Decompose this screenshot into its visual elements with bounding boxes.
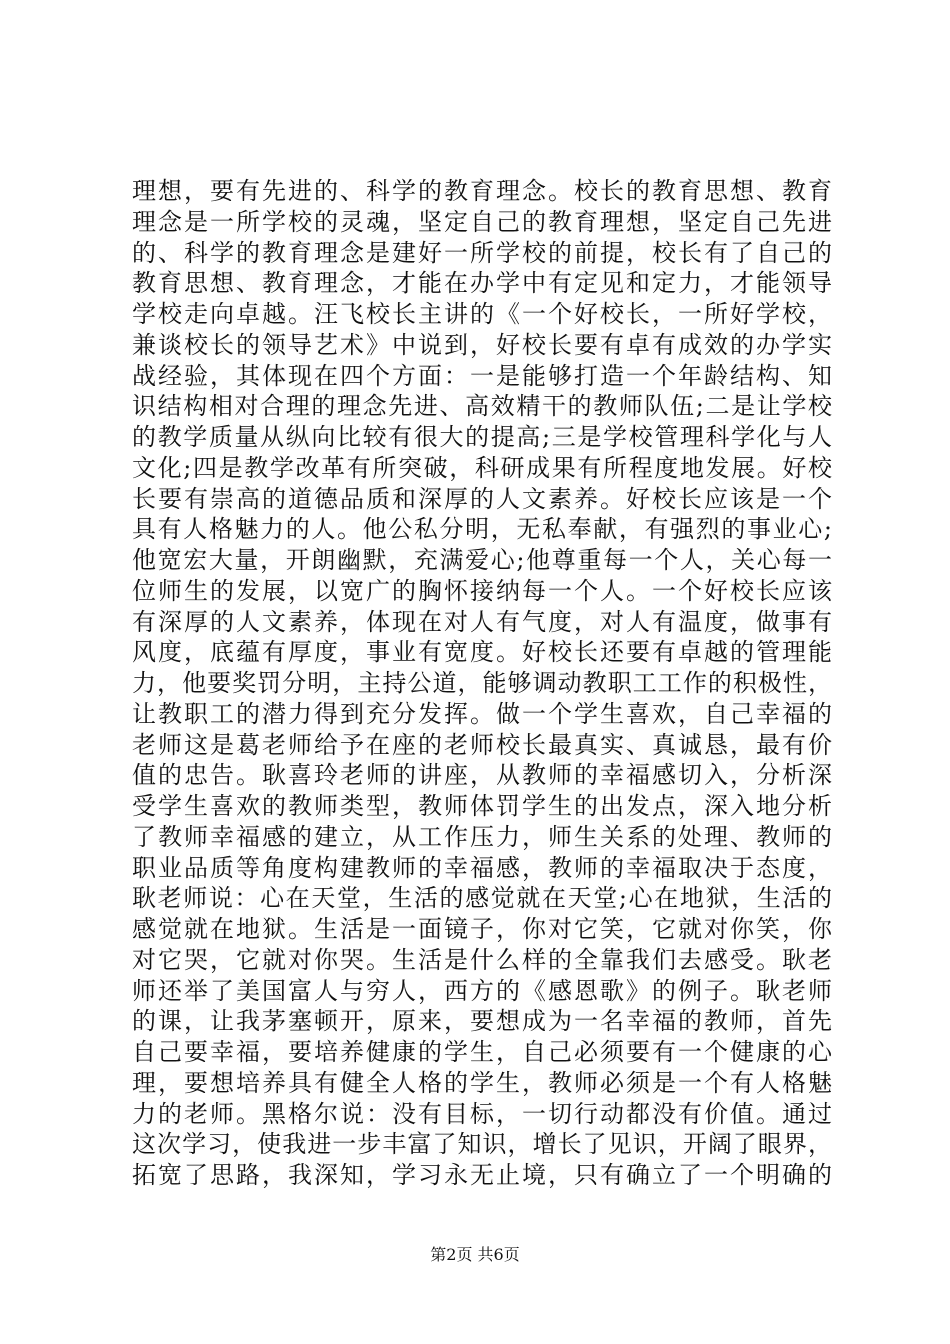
text-line: 的教学质量从纵向比较有很大的提高;三是学校管理科学化与人	[132, 423, 832, 451]
text-line: 理想，要有先进的、科学的教育理念。校长的教育思想、教育	[132, 177, 832, 205]
text-line: 受学生喜欢的教师类型，教师体罚学生的出发点，深入地分析	[132, 792, 832, 820]
text-line: 理念是一所学校的灵魂，坚定自己的教育理想，坚定自己先进	[132, 207, 832, 236]
text-line: 师还举了美国富人与穷人，西方的《感恩歌》的例子。耿老师	[132, 976, 832, 1005]
text-line: 的课，让我茅塞顿开，原来，要想成为一名幸福的教师，首先	[132, 1007, 832, 1036]
text-line: 对它哭，它就对你哭。生活是什么样的全靠我们去感受。耿老	[132, 945, 832, 974]
text-line: 感觉就在地狱。生活是一面镜子，你对它笑，它就对你笑，你	[132, 915, 832, 943]
text-line: 理，要想培养具有健全人格的学生，教师必须是一个有人格魅	[132, 1068, 832, 1097]
text-line: 他宽宏大量，开朗幽默，充满爱心;他尊重每一个人，关心每一	[132, 546, 832, 574]
text-line: 自己要幸福，要培养健康的学生，自己必须要有一个健康的心	[132, 1038, 832, 1066]
text-line: 兼谈校长的领导艺术》中说到，好校长要有卓有成效的办学实	[132, 330, 832, 359]
body-text	[132, 176, 832, 1191]
text-line: 教育思想、教育理念，才能在办学中有定见和定力，才能领导	[132, 269, 832, 298]
text-line: 战经验，其体现在四个方面：一是能够打造一个年龄结构、知	[132, 361, 832, 390]
text-line: 文化;四是教学改革有所突破，科研成果有所程度地发展。好校	[132, 453, 832, 482]
text-line: 拓宽了思路，我深知，学习永无止境，只有确立了一个明确的	[132, 1161, 832, 1189]
text-line: 职业品质等角度构建教师的幸福感，教师的幸福取决于态度，	[132, 853, 832, 882]
text-line: 具有人格魅力的人。他公私分明，无私奉献，有强烈的事业心;	[132, 515, 832, 544]
text-line: 耿老师说：心在天堂，生活的感觉就在天堂;心在地狱，生活的	[132, 884, 832, 913]
text-line: 这次学习，使我进一步丰富了知识，增长了见识，开阔了眼界，	[132, 1130, 832, 1159]
text-line: 力的老师。黑格尔说：没有目标，一切行动都没有价值。通过	[132, 1099, 832, 1128]
text-line: 值的忠告。耿喜玲老师的讲座，从教师的幸福感切入，分析深	[132, 761, 832, 790]
text-line: 风度，底蕴有厚度，事业有宽度。好校长还要有卓越的管理能	[132, 638, 832, 667]
page-footer: 第2页 共6页	[430, 1245, 520, 1264]
text-line: 长要有崇高的道德品质和深厚的人文素养。好校长应该是一个	[132, 484, 832, 513]
text-line: 学校走向卓越。汪飞校长主讲的《一个好校长，一所好学校，	[132, 300, 832, 328]
text-line: 力，他要奖罚分明，主持公道，能够调动教职工工作的积极性，	[132, 669, 832, 697]
text-line: 识结构相对合理的理念先进、高效精干的教师队伍;二是让学校	[132, 392, 832, 421]
text-line: 的、科学的教育理念是建好一所学校的前提，校长有了自己的	[132, 238, 832, 267]
text-line: 有深厚的人文素养，体现在对人有气度，对人有温度，做事有	[132, 607, 832, 636]
text-line: 老师这是葛老师给予在座的老师校长最真实、真诚恳，最有价	[132, 730, 832, 759]
text-line: 位师生的发展，以宽广的胸怀接纳每一个人。一个好校长应该	[132, 576, 832, 605]
text-line: 了教师幸福感的建立，从工作压力，师生关系的处理、教师的	[132, 822, 832, 851]
text-line: 让教职工的潜力得到充分发挥。做一个学生喜欢，自己幸福的	[132, 699, 832, 728]
